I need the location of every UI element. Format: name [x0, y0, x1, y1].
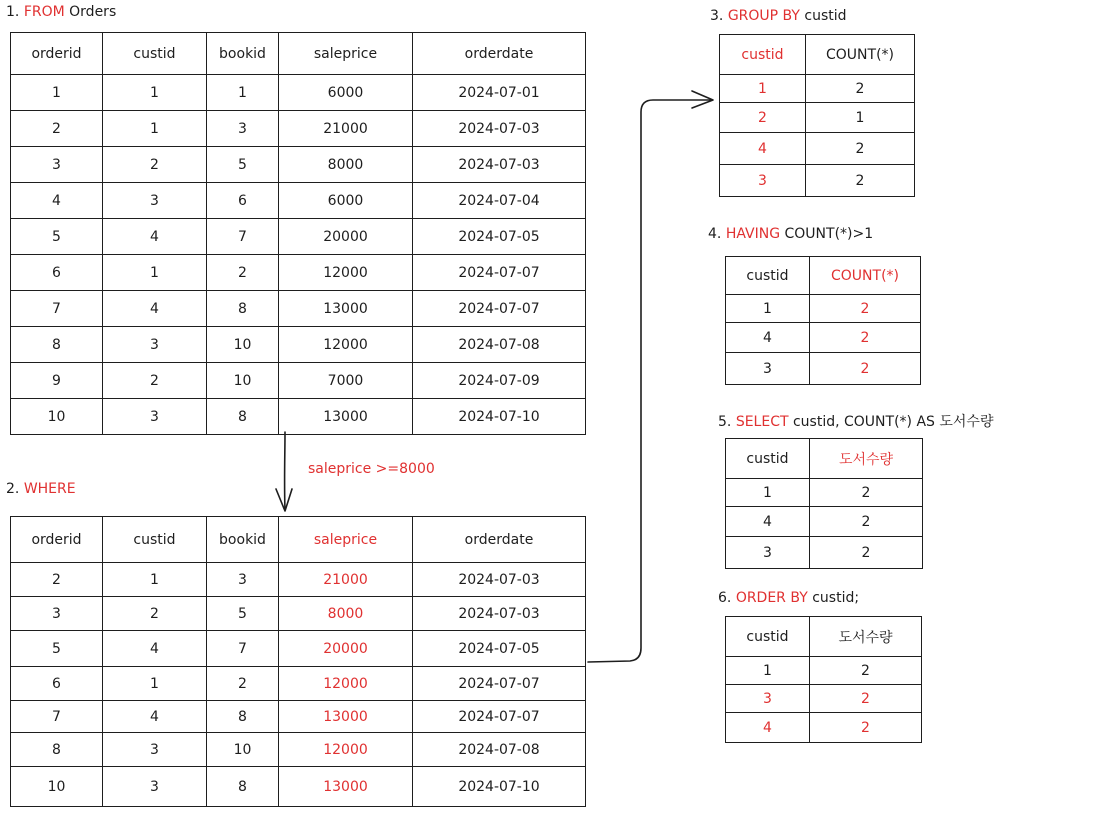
cell: 1 [103, 563, 207, 597]
header-cell: saleprice [279, 517, 413, 563]
cell: 1 [207, 75, 279, 111]
cell: 4 [103, 291, 207, 327]
cell: 4 [726, 323, 810, 353]
cell: 2 [810, 685, 922, 713]
cell: 8000 [279, 597, 413, 631]
cell: 7 [207, 631, 279, 667]
cell: 2024-07-08 [413, 327, 586, 363]
cell: 13000 [279, 701, 413, 733]
cell: 8 [207, 701, 279, 733]
cell: 4 [726, 713, 810, 743]
cell: 10 [11, 767, 103, 807]
cell: 5 [207, 147, 279, 183]
cell: 2024-07-07 [413, 291, 586, 327]
cell: 3 [720, 165, 806, 197]
header-cell: custid [726, 617, 810, 657]
cell: 1 [103, 75, 207, 111]
cell: 8 [207, 399, 279, 435]
cell: 2024-07-07 [413, 667, 586, 701]
cell: 4 [726, 507, 810, 537]
cell: 3 [726, 685, 810, 713]
cell: 2024-07-05 [413, 631, 586, 667]
down-arrow-icon [276, 432, 292, 511]
cell: 1 [726, 479, 810, 507]
cell: 1 [103, 667, 207, 701]
step-number: 6. [718, 590, 732, 606]
cell: 3 [103, 399, 207, 435]
cell: 4 [103, 219, 207, 255]
cell: 1 [103, 111, 207, 147]
header-cell: COUNT(*) [810, 257, 921, 295]
step-number: 4. [708, 226, 722, 242]
cell: 12000 [279, 667, 413, 701]
cell: 13000 [279, 399, 413, 435]
sql-keyword: SELECT [735, 414, 789, 430]
cell: 2 [11, 111, 103, 147]
cell: 2 [810, 657, 922, 685]
cell: 3 [103, 183, 207, 219]
step-detail: COUNT(*)>1 [784, 226, 874, 242]
cell: 3 [726, 537, 810, 569]
header-cell: orderid [11, 33, 103, 75]
header-cell: COUNT(*) [806, 35, 915, 75]
cell: 6 [11, 667, 103, 701]
cell: 2024-07-10 [413, 767, 586, 807]
cell: 2024-07-07 [413, 255, 586, 291]
cell: 1 [726, 295, 810, 323]
cell: 2024-07-03 [413, 563, 586, 597]
cell: 2 [207, 255, 279, 291]
cell: 2 [806, 133, 915, 165]
sql-keyword: ORDER BY [735, 590, 808, 606]
cell: 1 [103, 255, 207, 291]
cell: 4 [103, 701, 207, 733]
cell: 2024-07-05 [413, 219, 586, 255]
cell: 12000 [279, 733, 413, 767]
cell: 4 [103, 631, 207, 667]
cell: 2 [806, 165, 915, 197]
cell: 7 [11, 291, 103, 327]
header-cell: saleprice [279, 33, 413, 75]
cell: 2024-07-01 [413, 75, 586, 111]
right-arrow-icon [588, 91, 713, 662]
cell: 2 [207, 667, 279, 701]
cell: 8 [11, 327, 103, 363]
cell: 2 [810, 323, 921, 353]
cell: 2024-07-08 [413, 733, 586, 767]
header-cell: orderid [11, 517, 103, 563]
cell: 2024-07-09 [413, 363, 586, 399]
sql-keyword: FROM [23, 4, 65, 20]
step-number: 5. [718, 414, 732, 430]
cell: 1 [720, 75, 806, 103]
cell: 2024-07-10 [413, 399, 586, 435]
cell: 3 [207, 111, 279, 147]
cell: 20000 [279, 219, 413, 255]
cell: 2 [810, 713, 922, 743]
step-detail: custid; [812, 590, 860, 606]
cell: 10 [207, 327, 279, 363]
cell: 3 [726, 353, 810, 385]
cell: 10 [207, 733, 279, 767]
where-condition: saleprice >=8000 [308, 461, 435, 477]
cell: 2 [810, 353, 921, 385]
header-cell: custid [103, 33, 207, 75]
cell: 2024-07-03 [413, 147, 586, 183]
cell: 7 [207, 219, 279, 255]
cell: 12000 [279, 255, 413, 291]
cell: 2 [11, 563, 103, 597]
cell: 3 [11, 597, 103, 631]
step-detail: custid [804, 8, 847, 24]
cell: 8 [207, 767, 279, 807]
cell: 4 [11, 183, 103, 219]
header-cell: 도서수량 [810, 617, 922, 657]
cell: 3 [103, 767, 207, 807]
cell: 10 [207, 363, 279, 399]
cell: 5 [207, 597, 279, 631]
cell: 2 [103, 597, 207, 631]
header-cell: custid [726, 439, 810, 479]
step-number: 1. [6, 4, 20, 20]
cell: 6 [11, 255, 103, 291]
cell: 8 [207, 291, 279, 327]
cell: 2 [810, 295, 921, 323]
cell: 2024-07-03 [413, 111, 586, 147]
cell: 1 [11, 75, 103, 111]
cell: 2 [810, 537, 923, 569]
cell: 2024-07-04 [413, 183, 586, 219]
cell: 6000 [279, 75, 413, 111]
cell: 2 [810, 479, 923, 507]
cell: 6000 [279, 183, 413, 219]
sql-keyword: WHERE [23, 481, 76, 497]
cell: 2024-07-03 [413, 597, 586, 631]
cell: 9 [11, 363, 103, 399]
cell: 13000 [279, 291, 413, 327]
header-cell: custid [103, 517, 207, 563]
cell: 20000 [279, 631, 413, 667]
step-detail: Orders [69, 4, 117, 20]
cell: 1 [726, 657, 810, 685]
cell: 2 [720, 103, 806, 133]
sql-keyword: HAVING [725, 226, 781, 242]
cell: 1 [806, 103, 915, 133]
step-number: 2. [6, 481, 20, 497]
header-cell: bookid [207, 517, 279, 563]
cell: 8 [11, 733, 103, 767]
cell: 12000 [279, 327, 413, 363]
sql-keyword: GROUP BY [727, 8, 800, 24]
cell: 2 [103, 363, 207, 399]
cell: 4 [720, 133, 806, 165]
cell: 5 [11, 219, 103, 255]
cell: 21000 [279, 563, 413, 597]
header-cell: custid [720, 35, 806, 75]
cell: 7000 [279, 363, 413, 399]
cell: 2 [103, 147, 207, 183]
cell: 7 [11, 701, 103, 733]
cell: 2 [806, 75, 915, 103]
cell: 5 [11, 631, 103, 667]
cell: 13000 [279, 767, 413, 807]
header-cell: custid [726, 257, 810, 295]
cell: 3 [11, 147, 103, 183]
cell: 2024-07-07 [413, 701, 586, 733]
cell: 6 [207, 183, 279, 219]
cell: 21000 [279, 111, 413, 147]
header-cell: orderdate [413, 33, 586, 75]
header-cell: orderdate [413, 517, 586, 563]
cell: 8000 [279, 147, 413, 183]
header-cell: bookid [207, 33, 279, 75]
step-detail: custid, COUNT(*) AS 도서수량 [792, 414, 994, 430]
step-number: 3. [710, 8, 724, 24]
cell: 3 [103, 327, 207, 363]
cell: 3 [207, 563, 279, 597]
cell: 2 [810, 507, 923, 537]
cell: 10 [11, 399, 103, 435]
cell: 3 [103, 733, 207, 767]
header-cell: 도서수량 [810, 439, 923, 479]
